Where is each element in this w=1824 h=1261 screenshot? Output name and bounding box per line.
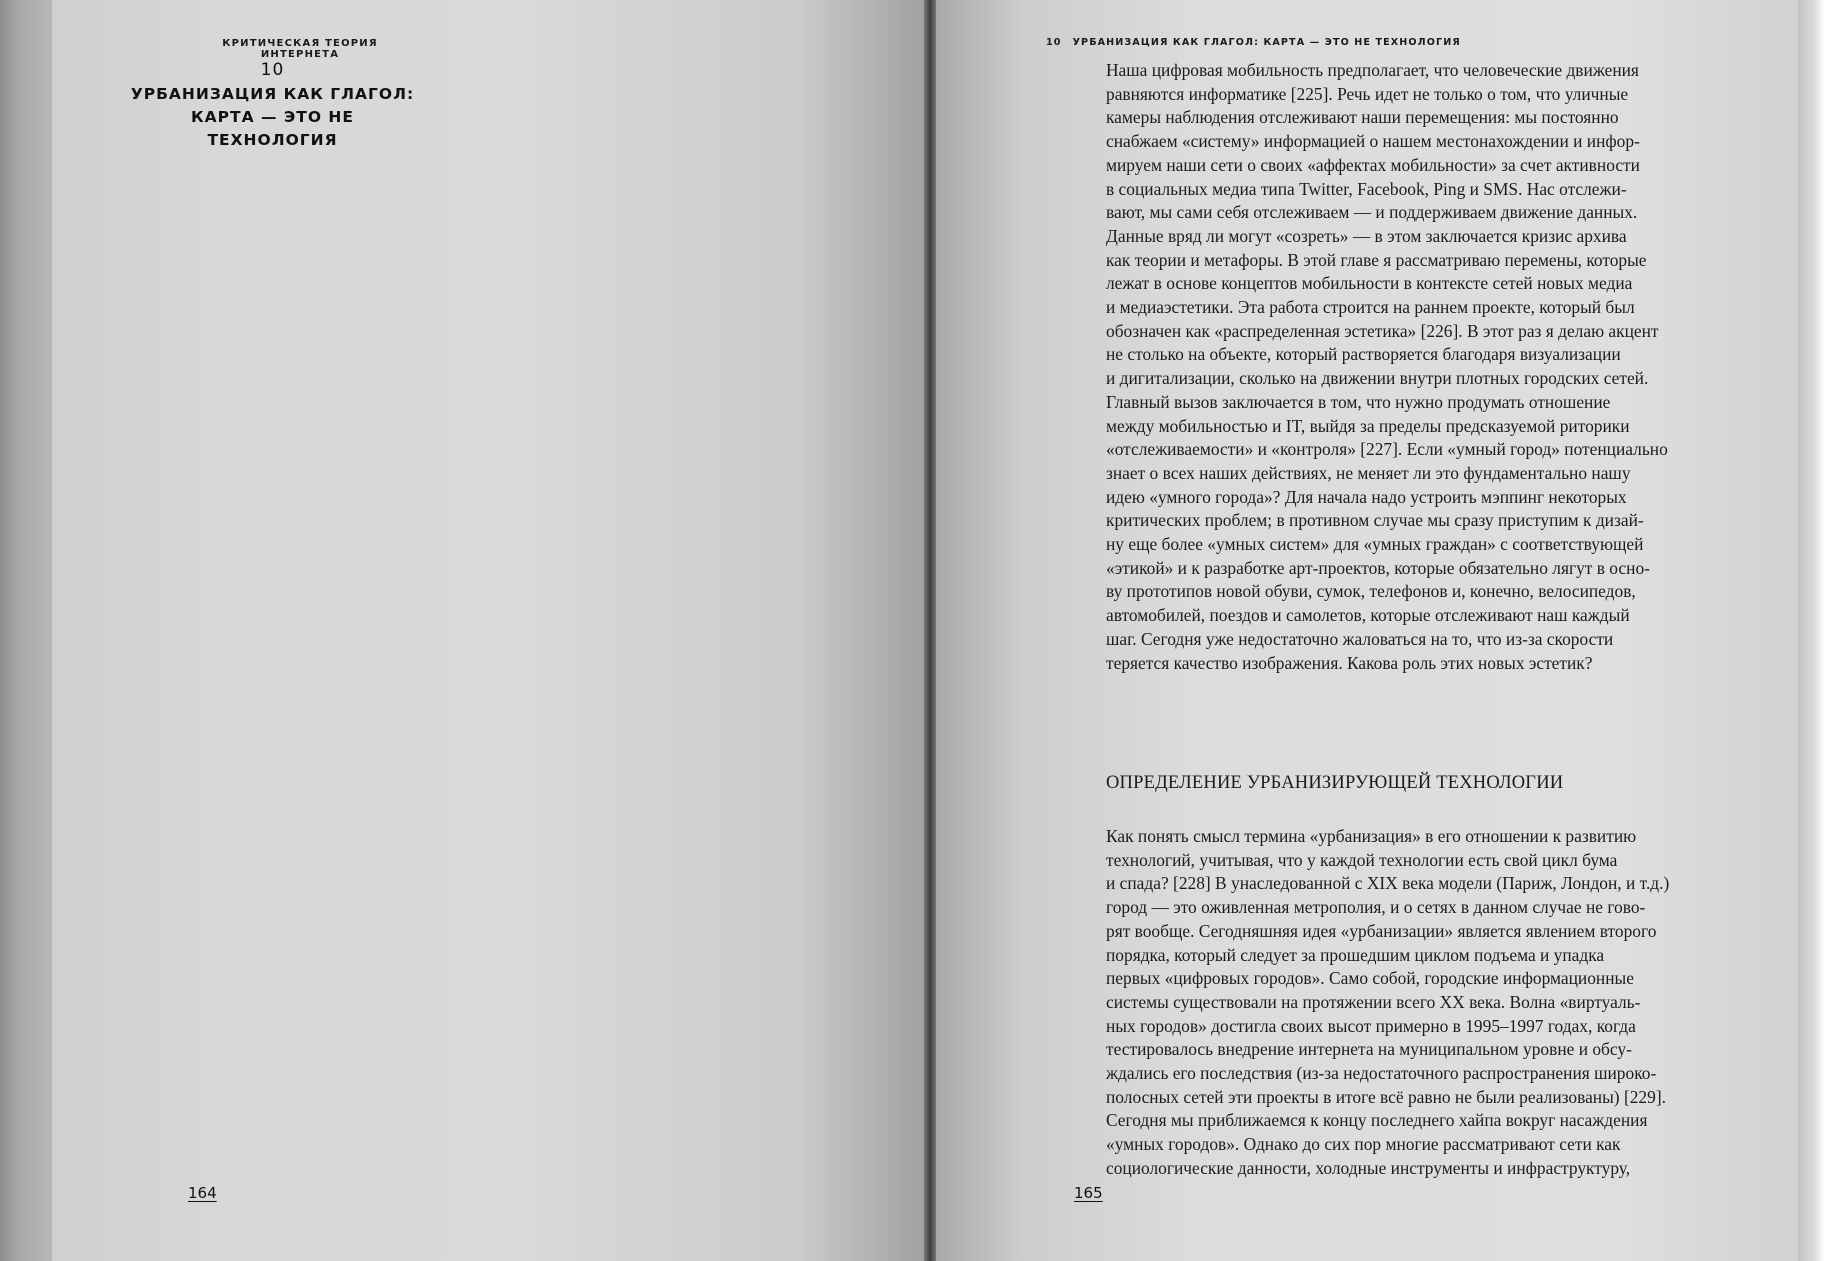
text-line: теряется качество изображения. Какова роль этих новых эстетик?: [1106, 652, 1593, 673]
text-line: в социальных медиа типа Twitter, Facebook, Ping и SMS. Нас отслежи-: [1106, 178, 1627, 199]
page-stack-edge-right: [1798, 0, 1824, 1261]
text-line: идею «умного города»? Для начала надо устроить мэппинг некоторых: [1106, 486, 1627, 507]
text-line: вают, мы сами себя отслеживаем — и поддерживаем движение данных.: [1106, 202, 1638, 223]
text-line: рят вообще. Сегодняшняя идея «урбанизации» является явлением второго: [1106, 920, 1657, 941]
text-line: тестировалось внедрение интернета на муниципальном уровне и обсу-: [1106, 1039, 1632, 1060]
text-line: системы существовали на протяжении всего XX века. Волна «виртуаль-: [1106, 991, 1641, 1012]
left-page: [52, 0, 930, 1261]
text-line: равняются информатике [225]. Речь идет не только о том, что уличные: [1106, 83, 1629, 104]
paragraph-1: [1106, 59, 1726, 675]
text-line: ждались его последствия (из-за недостаточного распространения широко-: [1106, 1063, 1657, 1084]
text-line: технологий, учитывая, что у каждой технологии есть свой цикл бума: [1106, 849, 1618, 870]
text-line: «отслеживаемости» и «контроля» [227]. Если «умный город» потенциально: [1106, 439, 1668, 460]
text-line: Как понять смысл термина «урбанизация» в его отношении к развитию: [1106, 826, 1637, 846]
chapter-title: [130, 83, 415, 152]
paragraph-2: [1106, 825, 1726, 1181]
page-number-left: 164: [188, 1184, 217, 1202]
text-line: и медиаэстетики. Эта работа строится на раннем проекте, который был: [1106, 297, 1635, 318]
text-line: социологические данности, холодные инструменты и инфраструктуру,: [1106, 1157, 1631, 1178]
chapter-number: 10: [260, 60, 285, 80]
running-head-right: [1046, 37, 1466, 48]
text-line: камеры наблюдения отслеживают наши перемещения: мы постоянно: [1106, 107, 1619, 128]
running-head-left: КРИТИЧЕСКАЯ ТЕОРИЯ ИНТЕРНЕТА: [222, 38, 378, 60]
text-line: снабжаем «систему» информацией о нашем местонахождении и инфор-: [1106, 131, 1640, 152]
text-line: мируем наши сети о своих «аффектах мобильности» за счет активности: [1106, 154, 1640, 175]
text-line: автомобилей, поездов и самолетов, которые отслеживают наш каждый: [1106, 605, 1630, 626]
text-line: лежат в основе концептов мобильности в контексте сетей новых медиа: [1106, 273, 1633, 294]
text-line: город — это оживленная метрополия, и о сетях в данном случае не гово-: [1106, 897, 1646, 918]
text-line: между мобильностью и IT, выйдя за пределы предсказуемой риторики: [1106, 415, 1630, 436]
text-line: первых «цифровых городов». Само собой, городские информационные: [1106, 968, 1634, 989]
page-stack-edge-left: [0, 0, 52, 1261]
text-line: и дигитализации, сколько на движении внутри плотных городских сетей.: [1106, 368, 1649, 389]
running-head-chapter-number: 10: [1046, 37, 1062, 48]
text-line: как теории и метафоры. В этой главе я рассматриваю перемены, которые: [1106, 249, 1647, 270]
text-line: Наша цифровая мобильность предполагает, что человеческие движения: [1106, 60, 1639, 80]
text-line: ных городов» достигла своих высот примерно в 1995–1997 годах, когда: [1106, 1015, 1636, 1036]
text-line: Главный вызов заключается в том, что нужно продумать отношение: [1106, 391, 1611, 412]
chapter-title-line: КАРТА — ЭТО НЕ ТЕХНОЛОГИЯ: [191, 108, 354, 149]
text-line: шаг. Сегодня уже недостаточно жаловаться на то, что из-за скорости: [1106, 628, 1614, 649]
text-line: полосных сетей эти проекты в итоге всё равно не были реализованы) [229].: [1106, 1086, 1666, 1107]
text-line: обозначен как «распределенная эстетика» [226]. В этот раз я делаю акцент: [1106, 320, 1659, 341]
text-line: порядка, который следует за прошедшим циклом подъема и упадка: [1106, 944, 1605, 965]
text-line: знает о всех наших действиях, не меняет ли это фундаментально нашу: [1106, 462, 1631, 483]
text-line: «этикой» и к разработке арт-проектов, которые обязательно лягут в осно-: [1106, 557, 1650, 578]
text-line: ву прототипов новой обуви, сумок, телефонов и, конечно, велосипедов,: [1106, 581, 1636, 602]
text-line: ну еще более «умных систем» для «умных граждан» с соответствующей: [1106, 534, 1644, 555]
text-line: и спада? [228] В унаследованной с XIX века модели (Париж, Лондон, и т.д.): [1106, 873, 1670, 894]
section-heading: ОПРЕДЕЛЕНИЕ УРБАНИЗИРУЮЩЕЙ ТЕХНОЛОГИИ: [1106, 773, 1564, 793]
text-line: Сегодня мы приближаемся к концу последнего хайпа вокруг насаждения: [1106, 1110, 1648, 1131]
page-number-right: 165: [1074, 1184, 1103, 1202]
text-line: критических проблем; в противном случае мы сразу приступим к дизай-: [1106, 510, 1644, 531]
running-head-chapter-title: УРБАНИЗАЦИЯ КАК ГЛАГОЛ: КАРТА — ЭТО НЕ ТЕХНОЛОГИЯ: [1072, 37, 1461, 48]
text-line: Данные вряд ли могут «созреть» — в этом заключается кризис архива: [1106, 225, 1627, 246]
text-line: не столько на объекте, который растворяется благодаря визуализации: [1106, 344, 1621, 365]
text-line: «умных городов». Однако до сих пор многие рассматривают сети как: [1106, 1134, 1621, 1155]
chapter-title-line: УРБАНИЗАЦИЯ КАК ГЛАГОЛ:: [130, 85, 415, 103]
